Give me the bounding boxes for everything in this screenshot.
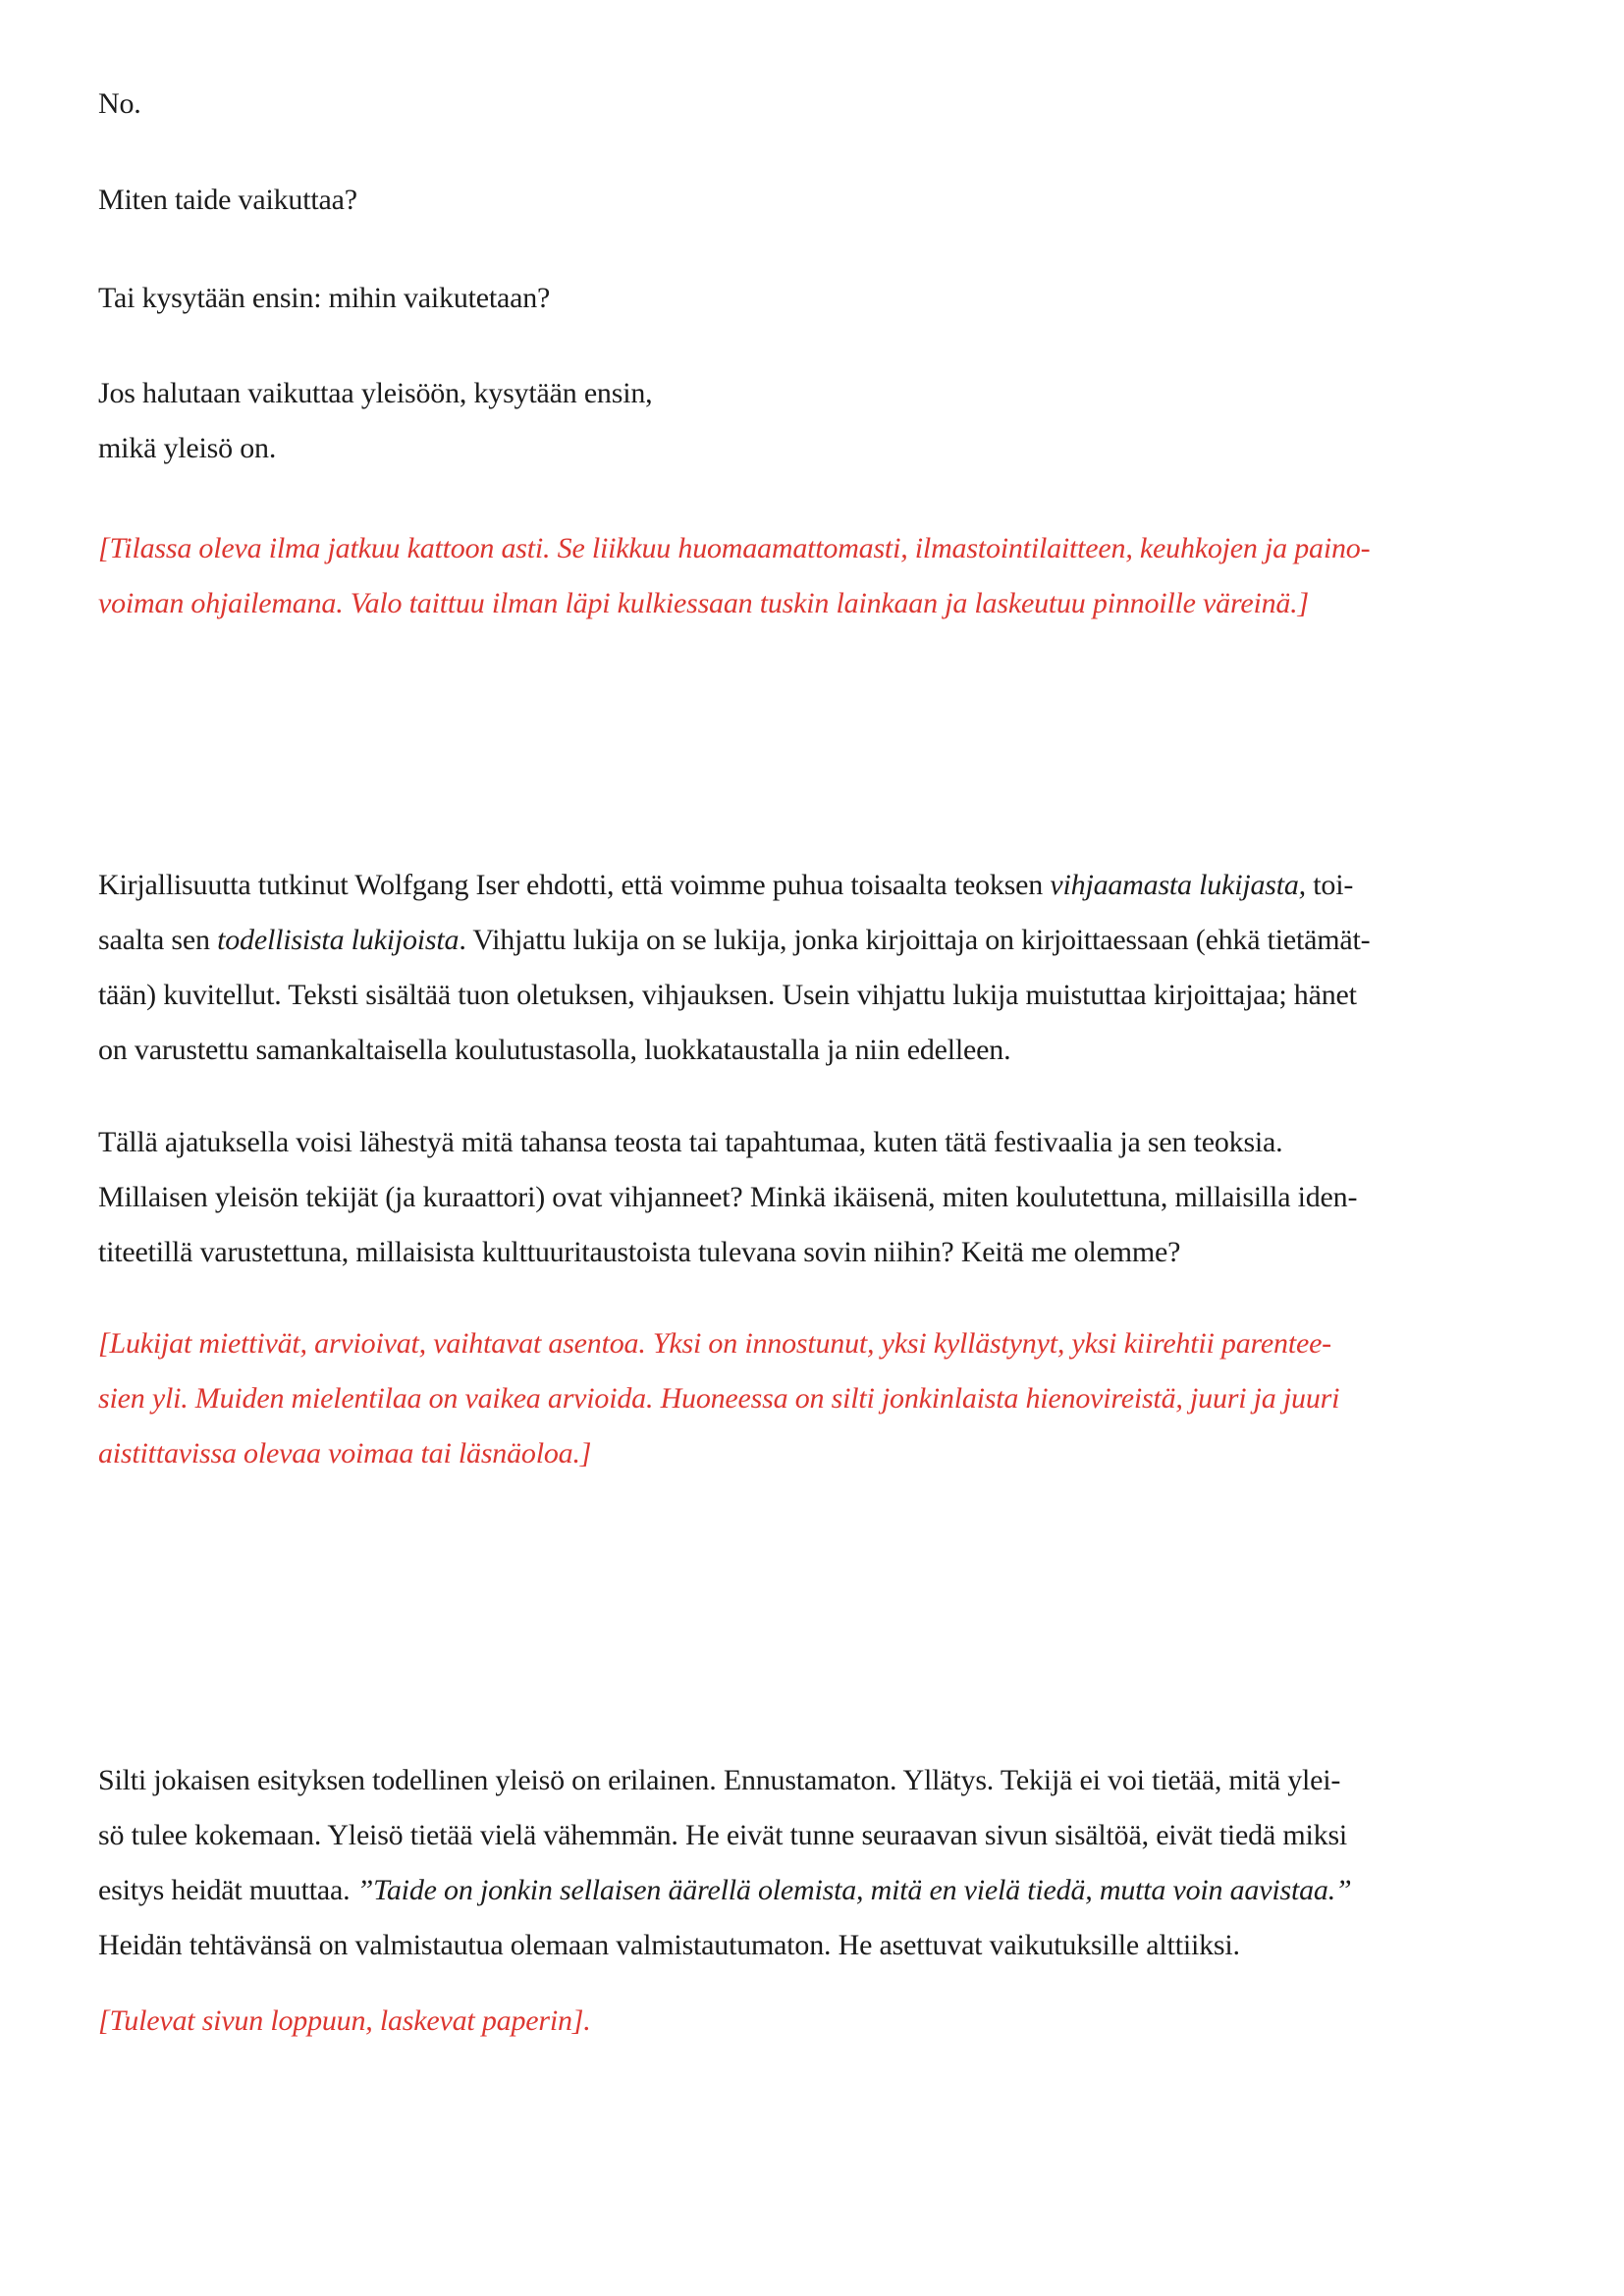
text-segment: mikä yleisö on. [98, 432, 277, 464]
text-line [98, 1225, 1357, 1280]
stage-direction-2 [98, 1316, 1339, 1481]
text-line [98, 521, 1370, 576]
text-line [98, 366, 652, 421]
text-line [98, 1863, 1351, 1918]
text-segment: toi- [1305, 869, 1354, 901]
text-segment: . Vihjattu lukija on se lukija, jonka kirjoittaja on kirjoittaessaan (ehkä tietämät- [459, 924, 1371, 956]
question-miten [98, 173, 357, 228]
text-segment: tään) kuvitellut. Teksti sisältää tuon oletuksen, vihjauksen. Usein vihjattu lukija muistuttaa kirjoittajaa; hänet [98, 979, 1357, 1011]
line-no [98, 77, 141, 132]
text-line [98, 1170, 1357, 1225]
text-segment: esitys heidät muuttaa. [98, 1874, 357, 1906]
text-line [98, 913, 1370, 968]
text-segment: Tai kysytään ensin: mihin vaikutetaan? [98, 282, 551, 314]
text-segment: titeetillä varustettuna, millaisista kulttuuritaustoista tulevana sovin niihin? Keitä me olemme? [98, 1236, 1181, 1268]
text-segment: Jos halutaan vaikuttaa yleisöön, kysytään ensin, [98, 377, 653, 409]
text-segment: Tällä ajatuksella voisi lähestyä mitä tahansa teosta tai tapahtumaa, kuten tätä festivaalia ja sen teoksia. [98, 1126, 1283, 1158]
text-segment: Miten taide vaikuttaa? [98, 184, 357, 216]
italic-text-segment: aistittavissa olevaa voimaa tai läsnäoloa.] [98, 1437, 592, 1469]
italic-text-segment: vihjaamasta lukijasta, [1050, 869, 1306, 901]
text-line [98, 968, 1370, 1023]
text-segment: Millaisen yleisön tekijät (ja kuraattori) ovat vihjanneet? Minkä ikäisenä, miten koulutettuna, millaisilla iden- [98, 1181, 1358, 1213]
text-line [98, 1426, 1339, 1481]
question-tai [98, 271, 550, 326]
italic-text-segment: sien yli. Muiden mielentilaa on vaikea arvioida. Huoneessa on silti jonkinlaista hienovireistä, juuri ja juuri [98, 1382, 1340, 1415]
italic-text-segment: [Tulevat sivun loppuun, laskevat paperin]. [98, 2004, 591, 2037]
stage-direction-3 [98, 1994, 591, 2049]
text-line [98, 173, 357, 228]
italic-text-segment: [Lukijat miettivät, arvioivat, vaihtavat asentoa. Yksi on innostunut, yksi kyllästynyt, yksi kiirehtii parentee- [98, 1327, 1331, 1360]
text-line [98, 1808, 1351, 1863]
italic-text-segment: todellisista lukijoista [217, 924, 460, 956]
text-line [98, 1994, 591, 2049]
para-wolfgang-iser [98, 858, 1370, 1078]
text-segment: No. [98, 87, 141, 120]
italic-text-segment: [Tilassa oleva ilma jatkuu kattoon asti. Se liikkuu huomaamattomasti, ilmastointilaitteen, keuhkojen ja paino- [98, 532, 1371, 564]
text-line [98, 1023, 1370, 1078]
text-segment: on varustettu samankaltaisella koulutustasolla, luokkataustalla ja niin edelleen. [98, 1034, 1011, 1066]
italic-text-segment: voiman ohjailemana. Valo taittuu ilman läpi kulkiessaan tuskin lainkaan ja laskeutuu pinnoille väreinä.] [98, 587, 1309, 619]
text-line [98, 421, 652, 476]
text-line [98, 1918, 1351, 1973]
text-segment: saalta sen [98, 924, 218, 956]
text-line [98, 576, 1370, 631]
text-line [98, 77, 141, 132]
para-talla-ajatuksella [98, 1115, 1357, 1280]
text-segment: Heidän tehtävänsä on valmistautua olemaan valmistautumaton. He asettuvat vaikutuksille alttiiksi. [98, 1929, 1240, 1961]
text-line [98, 1316, 1339, 1371]
para-silti-jokaisen [98, 1753, 1351, 1973]
text-segment: Kirjallisuutta tutkinut Wolfgang Iser ehdotti, että voimme puhua toisaalta teoksen [98, 869, 1051, 901]
text-line [98, 271, 550, 326]
text-line [98, 858, 1370, 913]
text-line [98, 1753, 1351, 1808]
text-line [98, 1371, 1339, 1426]
text-line [98, 1115, 1357, 1170]
italic-text-segment: ”Taide on jonkin sellaisen äärellä olemista, mitä en vielä tiedä, mutta voin aavistaa.” [356, 1874, 1352, 1906]
para-jos-halutaan [98, 366, 652, 476]
text-segment: sö tulee kokemaan. Yleisö tietää vielä vähemmän. He eivät tunne seuraavan sivun sisältöä, eivät tiedä miksi [98, 1819, 1348, 1851]
stage-direction-1 [98, 521, 1370, 631]
text-segment: Silti jokaisen esityksen todellinen yleisö on erilainen. Ennustamaton. Yllätys. Tekijä ei voi tietää, mitä ylei- [98, 1764, 1341, 1796]
